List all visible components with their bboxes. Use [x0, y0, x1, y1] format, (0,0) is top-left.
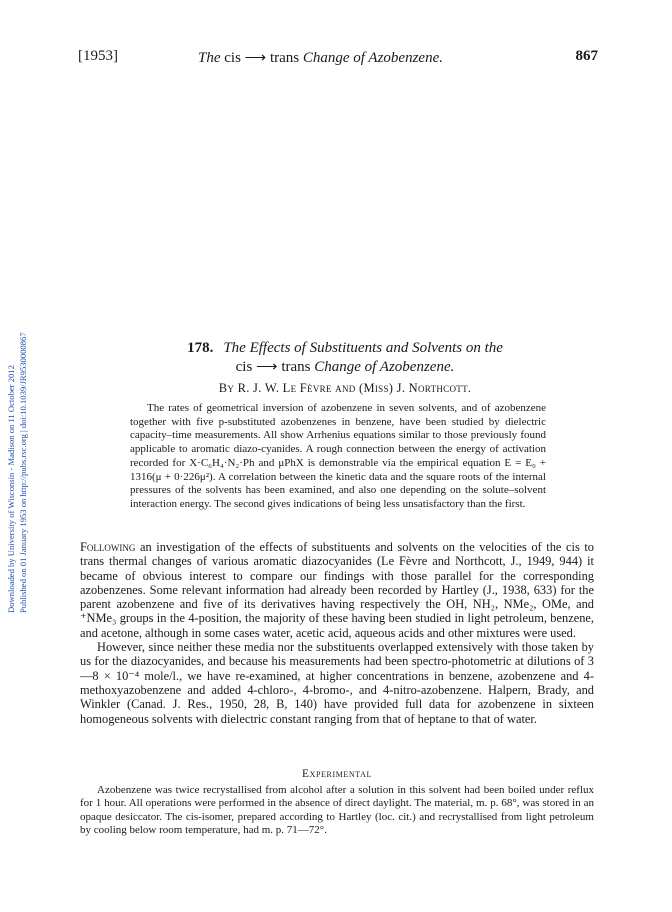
header-title-trans: trans [266, 50, 303, 66]
body-paragraph-1 [80, 540, 594, 640]
article-number: 178. [187, 340, 214, 356]
download-watermark [2, 193, 42, 613]
title-line-1-text: The Effects of Substituents and Solvents on the [223, 340, 503, 356]
header-arrow: ⟶ [244, 50, 267, 66]
lead-word: Following [80, 540, 136, 554]
body-text [80, 540, 594, 726]
section-heading-experimental: Experimental [301, 768, 373, 780]
abstract [130, 402, 546, 512]
abstract-text: The rates of geometrical inversion of azobenzene in seven solvents, and of azobenzene together with five p-substituted azobenzenes in benzene, have been studied by dielectric capacity–time measurements. All show Arrhenius equations similar to those previously found applicable to aromatic diazo-cyanides. A rough connection between the energy of activation recorded for X·C₆H₄·N₂·Ph and μPhX is demonstrable via the empirical equation E = E₀ + 1316(μ + 0·226μ²). A correlation between the kinetic data and the square roots of the internal pressures of the solvents has been examined, and also one depending on the solute–solvent interaction energy. The second gives indications of being less unsatisfactory than the first. [130, 402, 546, 510]
title-line-2 [80, 358, 610, 377]
experimental-paragraph: Azobenzene was twice recrystallised from alcohol after a solution in this solvent had been boiled under reflux for 1 hour. All operations were performed in the absence of direct daylight. The material, m. p. 68°, was stored in an opaque desiccator. The cis-isomer, prepared according to Hartley (loc. cit.) and recrystallised from light petroleum by cooling below room temperature, had m. p. 71—72°. [80, 784, 594, 836]
page-number: 867 [575, 48, 598, 64]
title-line-1 [80, 339, 610, 358]
header-year: [1953] [78, 48, 118, 64]
article-title [80, 339, 610, 377]
published-note-link[interactable]: Published on 01 January 1953 on http://pubs.rsc.org | doi:10.1039/JR9530000867 [18, 332, 28, 613]
body-paragraph-1-text: an investigation of the effects of substituents and solvents on the velocities of the cis to trans thermal changes of various aromatic diazocyanides (Le Fèvre and Northcott, J., 1949, 944) it became of obvious interest to compare our findings with those parallel for the corresponding azobenzenes. Some relevant information had already been recorded by Hartley (J., 1938, 633) for the parent azobenzene and five of its derivatives having respectively the OH, NH₂, NMe₂, OMe, and ⁺NMe₃ groups in the 4-position, the majority of these having been studied in light petroleum, benzene, and acetone, although in some cases water, acetic acid, aqueous acids and other mixtures were used. [80, 540, 594, 640]
header-title-before: The [198, 50, 225, 66]
running-header [78, 48, 598, 68]
authors: By R. J. W. Le Fèvre and (Miss) J. Northcott. [218, 381, 472, 395]
title-cis: cis [235, 359, 257, 375]
body-paragraph-2: However, since neither these media nor the substituents overlapped extensively with those taken by us for the diazocyanides, and because his measurements had been spectro-photometric at dilutions of 3—8 × 10⁻⁴ mole/l., we have re-examined, at higher concentrations in benzene, azobenzene and 4-methoxyazobenzene and added 4-chloro-, 4-bromo-, and 4-nitro-azobenzene. Halpern, Brady, and Winkler (Canad. J. Res., 1950, 28, B, 140) have provided full data for azobenzene in sixteen homogeneous solvents with dielectric constant ranging from that of heptane to that of water. [80, 640, 594, 726]
header-title-cis: cis [224, 50, 245, 66]
experimental-section [80, 784, 594, 837]
download-note-link[interactable]: Downloaded by University of Wisconsin - Madison on 11 October 2012 [6, 365, 16, 613]
title-trans: trans [277, 359, 315, 375]
header-title [198, 48, 443, 67]
title-line-2-end: Change of Azobenzene. [314, 359, 455, 375]
header-title-after: Change of Azobenzene. [302, 50, 443, 66]
title-arrow: ⟶ [256, 359, 278, 375]
